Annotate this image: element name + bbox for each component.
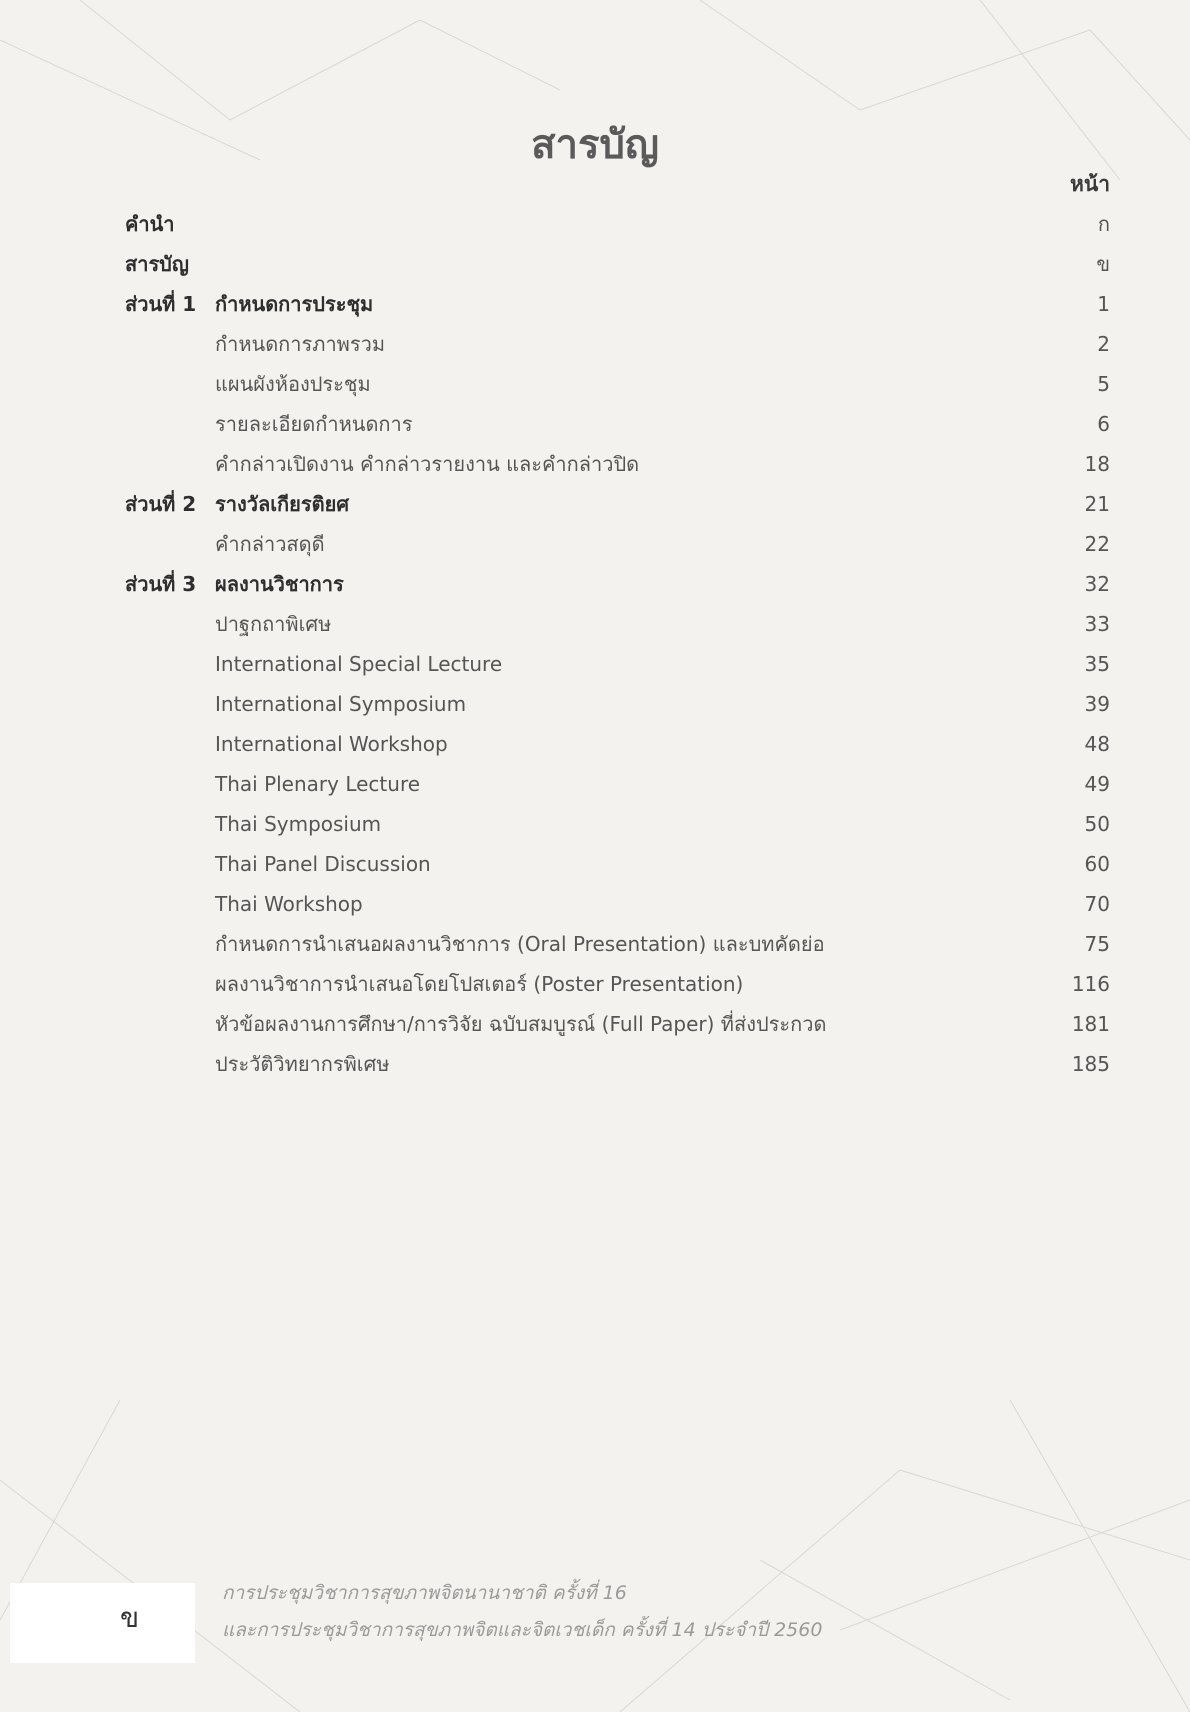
toc-entry[interactable] (125, 724, 1110, 764)
toc-entry[interactable] (125, 684, 1110, 724)
toc-entry[interactable] (125, 364, 1110, 404)
toc-entry-page: 32 (1084, 572, 1110, 596)
toc-entry-page: 60 (1084, 852, 1110, 876)
toc-entry-page: 33 (1084, 612, 1110, 636)
toc-entry-label: ปาฐกถาพิเศษ (215, 612, 332, 636)
toc-entry-label: คำกล่าวสดุดี (215, 532, 325, 556)
toc-entry[interactable] (125, 524, 1110, 564)
toc-entry-label: Thai Symposium (215, 812, 382, 836)
toc-entry-page: 48 (1084, 732, 1110, 756)
toc-section-part-1[interactable] (125, 284, 1110, 324)
toc-entry-label: ประวัติวิทยากรพิเศษ (215, 1052, 390, 1076)
toc-entry-label: แผนผังห้องประชุม (215, 372, 371, 396)
toc-entry[interactable] (125, 604, 1110, 644)
toc-entry-label: Thai Panel Discussion (215, 852, 431, 876)
toc-entry-page: 2 (1097, 332, 1110, 356)
footer-page-box (10, 1583, 195, 1663)
toc-section-part-2[interactable] (125, 484, 1110, 524)
toc-entry-label: International Workshop (215, 732, 448, 756)
toc-entry[interactable] (125, 964, 1110, 1004)
footer-conference-title: การประชุมวิชาการสุขภาพจิตนานาชาติ ครั้งที่ 16 (222, 1582, 627, 1604)
toc-entry-label: กำหนดการนำเสนอผลงานวิชาการ (Oral Presentation) และบทคัดย่อ (215, 932, 825, 956)
toc-entry-preface[interactable] (125, 204, 1110, 244)
toc-entry-label: International Symposium (215, 692, 467, 716)
toc-entry[interactable] (125, 644, 1110, 684)
toc-entry-contents[interactable] (125, 244, 1110, 284)
toc-entry[interactable] (125, 804, 1110, 844)
toc-entry[interactable] (125, 324, 1110, 364)
toc-entry-page: ก (1097, 212, 1110, 236)
toc-entry-label: คำกล่าวเปิดงาน คำกล่าวรายงาน และคำกล่าวปิด (215, 452, 640, 476)
toc-section-title: กำหนดการประชุม (215, 292, 374, 316)
toc-entry-page: 22 (1084, 532, 1110, 556)
toc-section-title: ผลงานวิชาการ (215, 572, 344, 596)
toc-entry-page: ข (1096, 252, 1110, 276)
toc-entry-page: 18 (1084, 452, 1110, 476)
toc-entry-page: 116 (1071, 972, 1110, 996)
toc-entry[interactable] (125, 884, 1110, 924)
toc-entry-page: 49 (1084, 772, 1110, 796)
toc-section-number: ส่วนที่ 2 (125, 492, 197, 516)
toc-section-number: ส่วนที่ 3 (125, 572, 197, 596)
toc-entry[interactable] (125, 1004, 1110, 1044)
toc-entry-label: คำนำ (125, 212, 175, 236)
toc-entry-label: สารบัญ (125, 252, 189, 276)
toc-entry-label: ผลงานวิชาการนำเสนอโดยโปสเตอร์ (Poster Presentation) (215, 972, 744, 996)
toc-entry-page: 185 (1071, 1052, 1110, 1076)
toc-entry-page: 75 (1084, 932, 1110, 956)
footer-page-number: ข (120, 1601, 140, 1634)
page-title: สารบัญ (531, 122, 659, 168)
toc-entry-page: 70 (1084, 892, 1110, 916)
page-number-column-header: หน้า (1070, 172, 1110, 196)
toc-entry[interactable] (125, 844, 1110, 884)
toc-entry[interactable] (125, 924, 1110, 964)
toc-entry-page: 50 (1084, 812, 1110, 836)
table-of-contents (125, 204, 1110, 1084)
toc-entry[interactable] (125, 1044, 1110, 1084)
toc-entry-label: รายละเอียดกำหนดการ (215, 412, 413, 436)
toc-entry-page: 21 (1084, 492, 1110, 516)
footer-conference-subtitle: และการประชุมวิชาการสุขภาพจิตและจิตเวชเด็ก ครั้งที่ 14 ประจำปี 2560 (222, 1619, 823, 1641)
toc-entry[interactable] (125, 764, 1110, 804)
toc-entry-page: 35 (1084, 652, 1110, 676)
toc-entry[interactable] (125, 404, 1110, 444)
toc-entry-label: กำหนดการภาพรวม (215, 332, 386, 356)
toc-entry-page: 181 (1071, 1012, 1110, 1036)
toc-entry-label: หัวข้อผลงานการศึกษา/การวิจัย ฉบับสมบูรณ์ (Full Paper) ที่ส่งประกวด (215, 1012, 827, 1036)
toc-entry-label: International Special Lecture (215, 652, 503, 676)
toc-entry[interactable] (125, 444, 1110, 484)
toc-section-part-3[interactable] (125, 564, 1110, 604)
toc-entry-page: 39 (1084, 692, 1110, 716)
toc-entry-page: 6 (1097, 412, 1110, 436)
toc-section-title: รางวัลเกียรติยศ (215, 492, 350, 516)
toc-section-number: ส่วนที่ 1 (125, 292, 197, 316)
toc-entry-page: 5 (1097, 372, 1110, 396)
toc-entry-label: Thai Workshop (215, 892, 363, 916)
toc-entry-page: 1 (1097, 292, 1110, 316)
toc-entry-label: Thai Plenary Lecture (215, 772, 421, 796)
